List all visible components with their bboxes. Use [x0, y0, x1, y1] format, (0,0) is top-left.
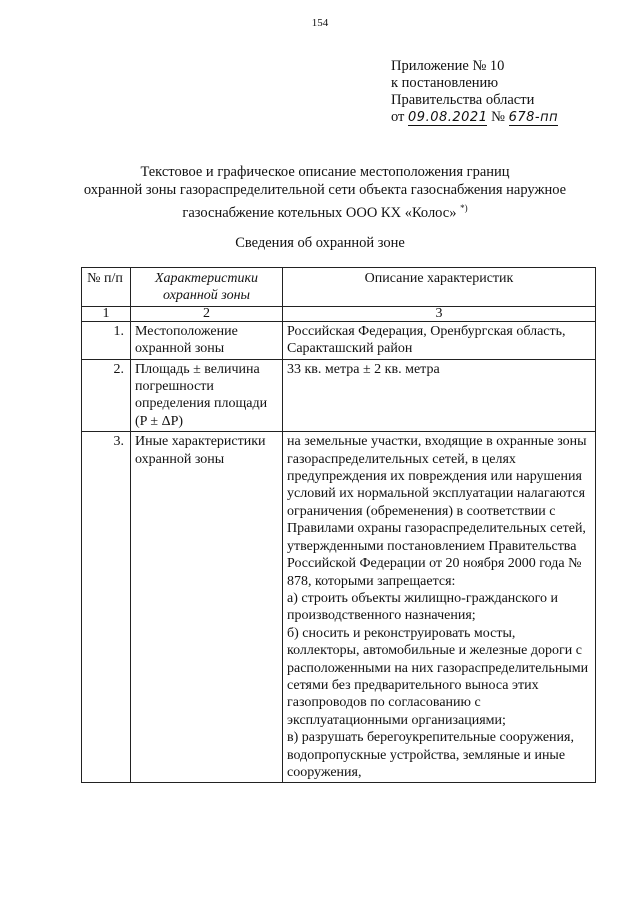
header-description: Описание характеристик	[283, 268, 596, 307]
column-number: 1	[82, 306, 131, 321]
footnote-mark: *)	[460, 203, 468, 213]
row-characteristic: Иные характеристики охранной зоны	[131, 432, 283, 783]
table-row	[82, 321, 596, 359]
row-characteristic: Площадь ± величина погрешности определения площади (P ± ΔP)	[131, 359, 283, 432]
column-number: 2	[131, 306, 283, 321]
list-item: а) строить объекты жилищно-гражданского и производственного назначения;	[287, 590, 558, 624]
protected-zone-table	[81, 267, 596, 783]
row-description: 33 кв. метра ± 2 кв. метра	[283, 359, 596, 432]
appendix-line3: Правительства области	[391, 92, 535, 108]
list-item: в) разрушать берегоукрепительные сооружения, водопропускные устройства, земляные и иные сооружения,	[287, 730, 574, 780]
from-label: от	[391, 109, 405, 125]
appendix-date-line	[391, 109, 558, 126]
row-number: 1.	[82, 321, 131, 359]
title-line2: охранной зоны газораспределительной сети объекта газоснабжения наружное	[83, 182, 567, 198]
description-intro: на земельные участки, входящие в охранные зоны газораспределительных сетей, в целях предупреждения их повреждения или нарушения условий их нормальной эксплуатации налагаются ограничения (обременения) в соответствии с Правилами охраны газораспределительных сетей, утвержденными постановлением Правительства Российской Федерации от 20 ноября 2000 года № 878, которыми запрещается:	[287, 434, 587, 589]
section-subtitle: Сведения об охранной зоне	[235, 235, 405, 251]
row-number: 2.	[82, 359, 131, 432]
table-header-row	[82, 268, 596, 307]
handwritten-number: 678-пп	[508, 110, 559, 125]
appendix-block	[391, 58, 558, 126]
table-row	[82, 432, 596, 783]
row-description	[283, 432, 596, 783]
row-characteristic: Местоположение охранной зоны	[131, 321, 283, 359]
title-line3	[40, 199, 610, 222]
handwritten-date: 09.08.2021	[408, 110, 488, 125]
header-characteristic: Характеристики охранной зоны	[131, 268, 283, 307]
list-item: б) сносить и реконструировать мосты, коллекторы, автомобильные и железные дороги с расположенными на них газораспределительными сетями без предварительного выноса этих газопроводов по согласованию с эксплуатационными организациями;	[287, 625, 589, 728]
page-number: 154	[311, 17, 329, 29]
title-line3-text: газоснабжение котельных ООО КХ «Колос»	[182, 204, 457, 221]
title-line1: Текстовое и графическое описание местоположения границ	[140, 164, 510, 180]
appendix-line1: Приложение № 10	[391, 58, 505, 74]
number-label: №	[491, 109, 505, 125]
row-number: 3.	[82, 432, 131, 783]
document-title	[40, 163, 610, 222]
header-number: № п/п	[82, 268, 131, 307]
table-row	[82, 359, 596, 432]
column-number-row	[82, 306, 596, 321]
row-description: Российская Федерация, Оренбургская область, Саракташский район	[283, 321, 596, 359]
appendix-line2: к постановлению	[391, 75, 499, 91]
column-number: 3	[283, 306, 596, 321]
